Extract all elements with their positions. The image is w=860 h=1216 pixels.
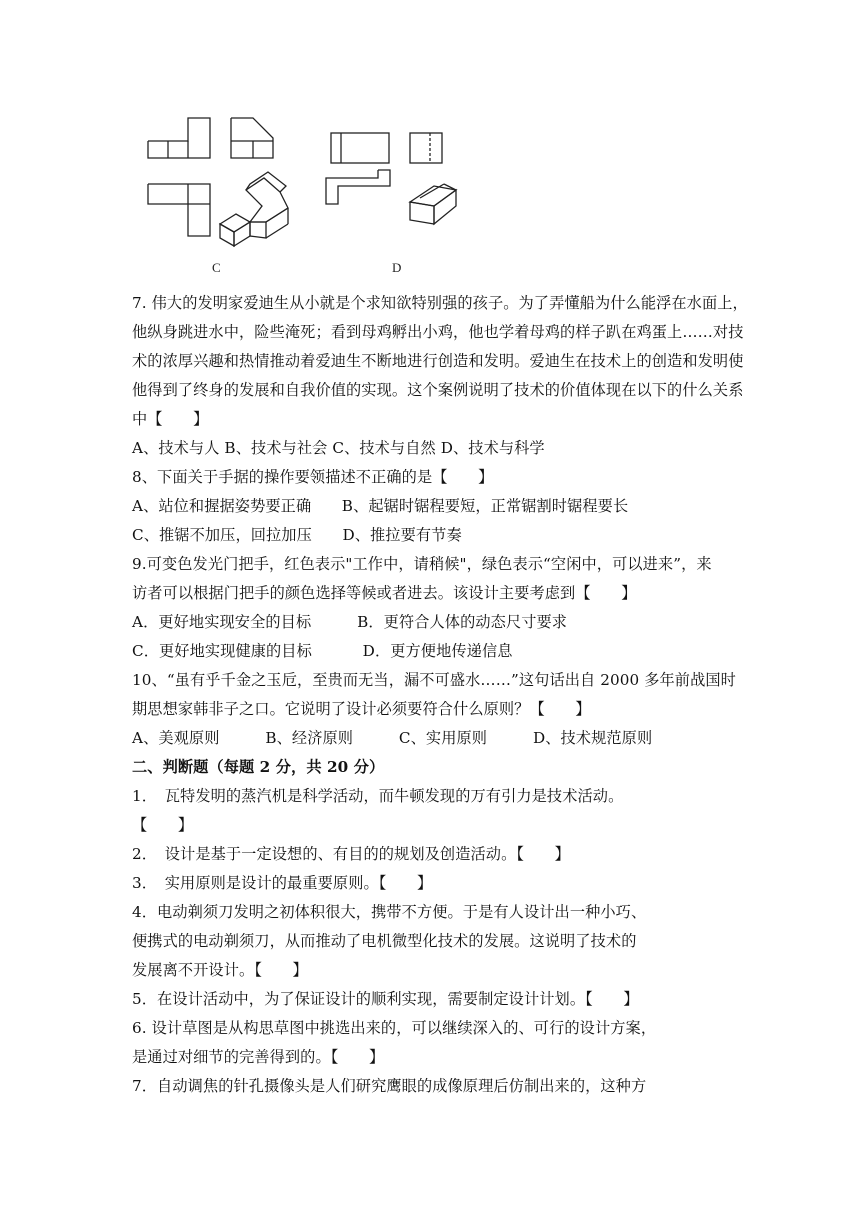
question-10-text: 期思想家韩非子之口。它说明了设计必须要符合什么原则？【 】	[132, 700, 591, 718]
question-8-options: C、推锯不加压，回拉加压 D、推拉要有节奏	[132, 526, 462, 544]
judgment-4-text: 4．电动剃须刀发明之初体积很大，携带不方便。于是有人设计出一种小巧、	[132, 903, 647, 921]
question-9-options: C．更好地实现健康的目标 D．更方便地传递信息	[132, 642, 513, 660]
question-9-text: 访者可以根据门把手的颜色选择等候或者进去。该设计主要考虑到【 】	[132, 584, 637, 602]
judgment-1-answer: 【 】	[132, 816, 194, 834]
question-7-text: 术的浓厚兴趣和热情推动着爱迪生不断地进行创造和发明。爱迪生在技术上的创造和发明使	[132, 352, 744, 370]
figure-label-c: C	[212, 260, 221, 275]
d-side-view-shape	[410, 133, 442, 163]
judgment-6-text: 6. 设计草图是从构思草图中挑选出来的，可以继续深入的、可行的设计方案，	[132, 1019, 657, 1037]
judgment-6-text: 是通过对细节的完善得到的。【 】	[132, 1048, 385, 1066]
three-view-figure	[138, 106, 468, 282]
judgment-1-text: 1． 瓦特发明的蒸汽机是科学活动，而牛顿发现的万有引力是技术活动。	[132, 787, 624, 805]
judgment-2-text: 2． 设计是基于一定设想的、有目的的规划及创造活动。【 】	[132, 845, 570, 863]
question-8-options: A、站位和握据姿势要正确 B、起锯时锯程要短，正常锯割时锯程要长	[132, 497, 629, 515]
judgment-4-text: 发展离不开设计。【 】	[132, 961, 308, 979]
projection-drawings	[138, 106, 468, 282]
question-7-text: 中【 】	[132, 410, 209, 428]
judgment-5-text: 5．在设计活动中，为了保证设计的顺利实现，需要制定设计计划。【 】	[132, 990, 639, 1008]
section-heading: 二、判断题（每题 2 分，共 20 分）	[132, 758, 385, 776]
judgment-3-text: 3． 实用原则是设计的最重要原则。【 】	[132, 874, 433, 892]
judgment-4-text: 便携式的电动剃须刀，从而推动了电机微型化技术的发展。这说明了技术的	[132, 932, 637, 950]
question-7-text: 他得到了终身的发展和自我价值的实现。这个案例说明了技术的价值体现在以下的什么关系	[132, 381, 744, 399]
question-10-text: 10、“虽有乎千金之玉卮，至贵而无当，漏不可盛水……”这句话出自 2000 多年前战国时	[132, 671, 736, 689]
question-10-options: A、美观原则 B、经济原则 C、实用原则 D、技术规范原则	[132, 729, 653, 747]
judgment-7-text: 7．自动调焦的针孔摄像头是人们研究鹰眼的成像原理后仿制出来的，这种方	[132, 1077, 647, 1095]
question-9-text: 9.可变色发光门把手，红色表示"工作中，请稍候"，绿色表示“空闲中，可以进来”，来	[132, 555, 712, 573]
c-front-view-shape	[148, 118, 210, 158]
question-7-options: A、技术与人 B、技术与社会 C、技术与自然 D、技术与科学	[132, 439, 545, 457]
figure-label-d: D	[392, 260, 402, 275]
c-side-view-shape	[231, 118, 273, 158]
d-front-view-shape	[331, 133, 389, 163]
d-isometric-shape	[410, 184, 456, 224]
c-top-view-shape	[148, 184, 210, 236]
question-7-text: 他纵身跳进水中，险些淹死；看到母鸡孵出小鸡，他也学着母鸡的样子趴在鸡蛋上……对技	[132, 323, 744, 341]
question-7-text: 7. 伟大的发明家爱迪生从小就是个求知欲特别强的孩子。为了弄懂船为什么能浮在水面上，	[132, 294, 748, 312]
d-top-view-shape	[326, 170, 390, 204]
c-isometric-shape	[220, 172, 288, 246]
question-9-options: A．更好地实现安全的目标 B．更符合人体的动态尺寸要求	[132, 613, 568, 631]
question-8-text: 8、下面关于手据的操作要领描述不正确的是【 】	[132, 468, 494, 486]
